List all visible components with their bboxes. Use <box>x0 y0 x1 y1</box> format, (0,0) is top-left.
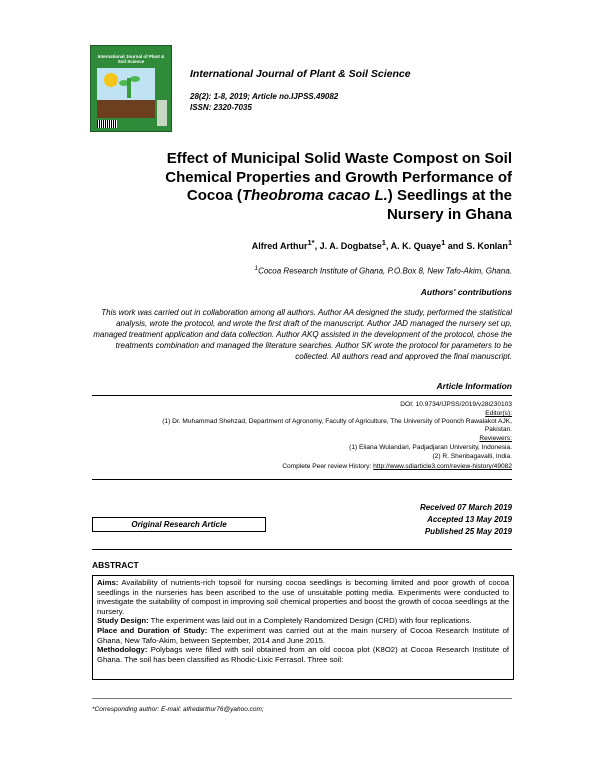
divider <box>92 479 512 480</box>
author: S. Konlan <box>466 241 508 251</box>
abstract-heading: ABSTRACT <box>92 560 139 570</box>
date-accepted: Accepted 13 May 2019 <box>427 515 512 524</box>
article-title: Effect of Municipal Solid Waste Compost on Soil Chemical Properties and Growth Performance of Cocoa (Theobroma cacao L.) Seedlings at the Nursery in Ghana <box>165 150 512 223</box>
divider <box>92 395 512 396</box>
barcode-icon <box>97 120 117 128</box>
abstract-place: Place and Duration of Study: The experiment was carried out at the main nursery of Cocoa Research Institute of Ghana, New Tafo-Akim, between September, 2014 and June 2015. <box>97 625 509 645</box>
author: Alfred Arthur <box>251 241 308 251</box>
plant-icon <box>127 78 131 98</box>
editor-entry: (1) Dr. Muhammad Shehzad, Department of Agronomy, Faculty of Agriculture, The University of Poonch Rawalakot AJK, <box>162 418 512 425</box>
review-history: Complete Peer review History: http://www.sdiarticle3.com/review-history/49082 <box>282 463 512 470</box>
reviewer-entry: (1) Eliana Wulandari, Padjadjaran University, Indonesia. <box>349 444 512 451</box>
date-published: Published 25 May 2019 <box>424 527 512 536</box>
doi: DOI: 10.9734/IJPSS/2019/v28i230103 <box>400 401 512 408</box>
article-info-heading: Article Information <box>436 381 512 391</box>
cover-title: International Journal of Plant & Soil Science <box>97 54 165 64</box>
abstract-aims: Aims: Availability of nutrients-rich topsoil for nursing cocoa seedlings is becoming limited and poor growth of cocoa seedlings in the nurseries has been ascribed to the use of unsuitable potting media. Experiments were conducted to investigate the suitability of compost in improving soil chemical properties and boost the growth of cocoa seedlings at the nursery. <box>97 578 509 616</box>
contributions-text: This work was carried out in collaboration among all authors. Author AA designed the study, performed the statistical analysis, wrote the protocol, and wrote the first draft of the manuscript. Author JAD managed the nursery set up, managed treatment application and data collection. Author AKQ assisted in the development of the protocol, chose the treatments combination and managed the literature searches. Author SK wrote the protocol for parameters to be collected. All authors read and approved the final manuscript. <box>93 308 512 361</box>
journal-cover-image <box>90 45 172 132</box>
divider <box>92 549 512 550</box>
author: J. A. Dogbatse <box>319 241 382 251</box>
author: A. K. Quaye <box>390 241 442 251</box>
journal-issn: ISSN: 2320-7035 <box>190 103 252 112</box>
journal-volume: 28(2): 1-8, 2019; Article no.IJPSS.49082 <box>190 92 339 101</box>
sun-icon <box>104 73 118 87</box>
affiliation: $^1$Cocoa Research Institute of Ghana, P.O.Box 8, New Tafo-Akim, Ghana. <box>254 265 512 276</box>
abstract-method: Methodology: Polybags were filled with soil obtained from an old cocoa plot (K8O2) at Cocoa Research Institute of Ghana. The soil has been classified as Rhodic-Lixic Ferrasol. Three soil: <box>97 645 509 664</box>
footnote-divider <box>92 698 512 699</box>
dates-block <box>300 502 512 538</box>
reviewer-entry: (2) R. Shenbagavalli, India. <box>432 453 512 460</box>
reviewers-label: Reviewers: <box>479 435 512 442</box>
contributions-heading: Authors' contributions <box>420 287 512 297</box>
date-received: Received 07 March 2019 <box>419 503 512 512</box>
editors-label: Editor(s): <box>485 410 512 417</box>
corresponding-author: *Corresponding author: E-mail: alfredarthur76@yahoo.com; <box>92 706 264 713</box>
abstract-box <box>92 575 514 680</box>
editor-entry-cont: Pakistan. <box>484 426 512 433</box>
abstract-design: Study Design: The experiment was laid out in a Completely Randomized Design (CRD) with four replications. <box>97 616 472 626</box>
review-history-link[interactable]: http://www.sdiarticle3.com/review-history/49082 <box>373 463 512 470</box>
article-type-badge: Original Research Article <box>92 517 266 532</box>
author-list: Alfred Arthur$^{1*}$, J. A. Dogbatse$^1$, A. K. Quaye$^1$ and S. Konlan$^1$ <box>251 238 512 251</box>
journal-name: International Journal of Plant & Soil Science <box>190 68 411 80</box>
